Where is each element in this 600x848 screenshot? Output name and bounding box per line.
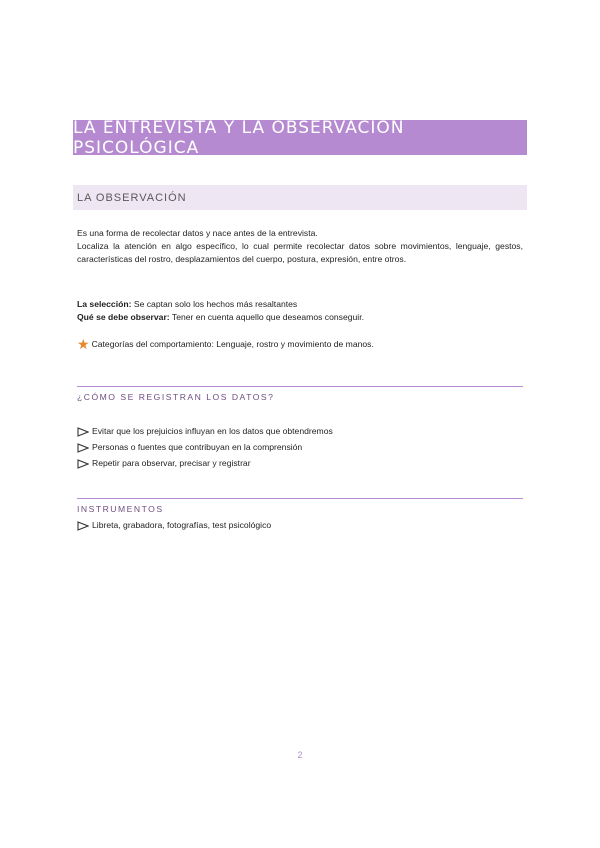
intro-line-1: Es una forma de recolectar datos y nace antes de la entrevista. (77, 228, 318, 238)
list-item: Evitar que los prejuicios influyan en los datos que obtendremos (77, 425, 333, 438)
triangle-arrow-icon (77, 521, 89, 531)
title-banner (73, 117, 527, 158)
definition-observar (77, 311, 364, 324)
intro-line-2: Localiza la atención en algo específico, lo cual permite recolectar datos sobre movimientos, lenguaje, gestos, características del rostro, desplazamientos del cuerpo, postura, expresión, entre otros. (77, 241, 523, 264)
page-number: 2 (297, 750, 303, 760)
categories-text: Categorías del comportamiento: Lenguaje, rostro y movimiento de manos. (91, 339, 374, 349)
triangle-arrow-icon (77, 443, 89, 453)
triangle-arrow-icon (77, 427, 89, 437)
intro-paragraph (77, 227, 523, 266)
definition-text: Tener en cuenta aquello que deseamos conseguir. (169, 312, 364, 322)
star-icon: ★ (77, 336, 90, 352)
page-title: LA ENTREVISTA Y LA OBSERVACIÓN PSICOLÓGICA (73, 117, 405, 158)
section-title: LA OBSERVACIÓN (77, 191, 187, 204)
definition-seleccion (77, 298, 297, 311)
divider (77, 498, 523, 499)
definition-term: Qué se debe observar: (77, 312, 170, 322)
list-item: Personas o fuentes que contribuyan en la comprensión (77, 441, 302, 454)
divider (77, 386, 523, 387)
definition-text: Se captan solo los hechos más resaltantes (131, 299, 298, 309)
registro-heading: ¿CÓMO SE REGISTRAN LOS DATOS? (77, 392, 275, 402)
instrumentos-heading: INSTRUMENTOS (77, 504, 164, 514)
list-item: Libreta, grabadora, fotografías, test psicológico (77, 519, 271, 532)
triangle-arrow-icon (77, 459, 89, 469)
definition-term: La selección: (77, 299, 132, 309)
list-item: Repetir para observar, precisar y registrar (77, 457, 251, 470)
section-heading (73, 185, 527, 210)
categories-line (77, 338, 374, 350)
